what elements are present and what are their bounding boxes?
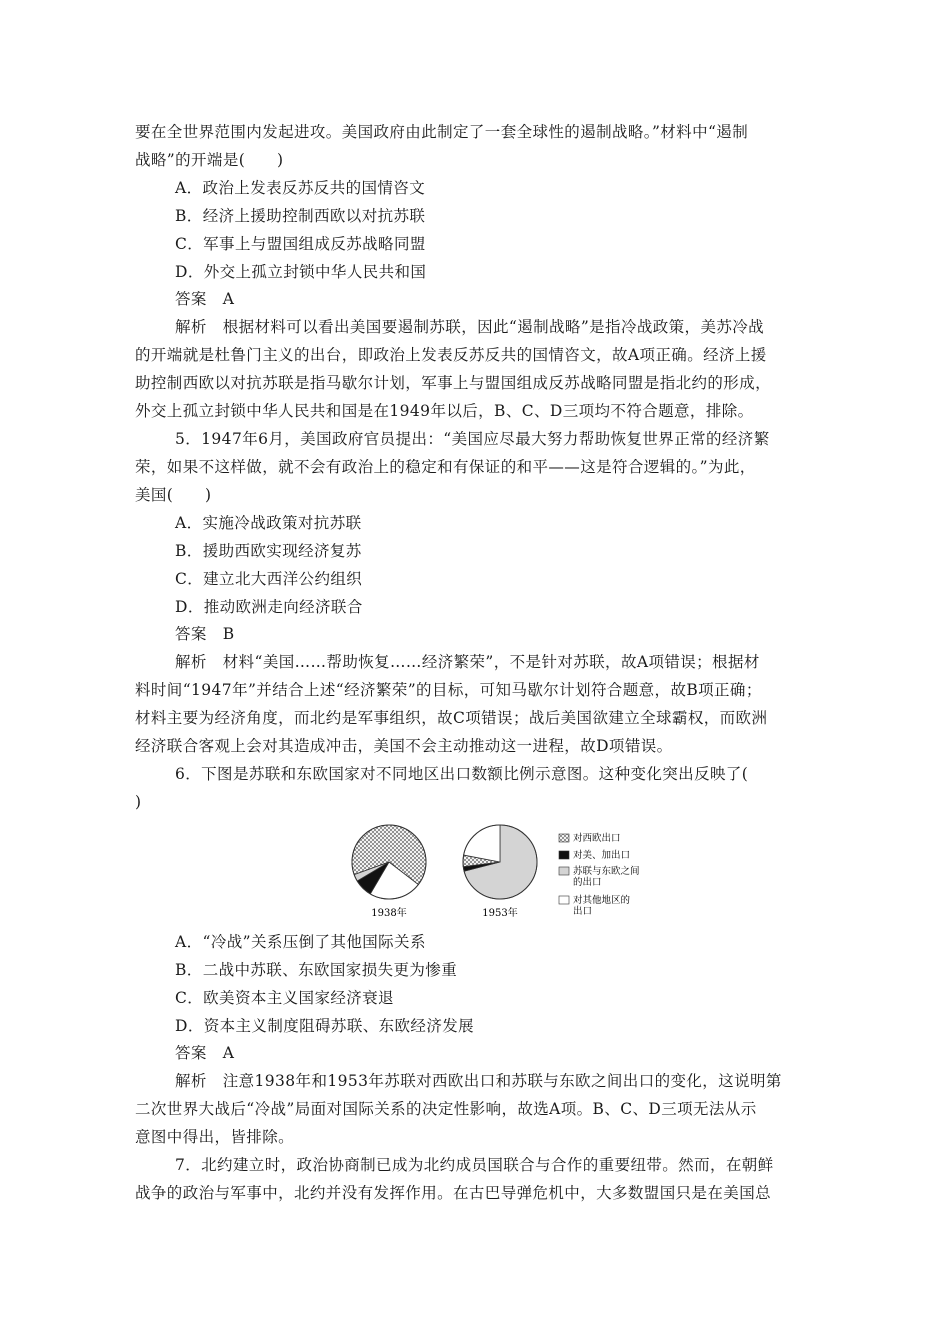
q4-answer: 答案 A	[175, 290, 235, 308]
q5-analysis-line-2: 料时间“1947年”并结合上述“经济繁荣”的目标，可知马歇尔计划符合题意，故B项正确；	[135, 681, 762, 699]
legend-swatch-other-regions	[559, 896, 569, 904]
pie-1938-label: 1938年	[371, 908, 407, 919]
pie-1938	[352, 825, 426, 899]
q4-analysis-line-3: 助控制西欧以对抗苏联是指马歇尔计划，军事上与盟国组成反苏战略同盟是指北约的形成，	[135, 374, 772, 392]
export-pie-chart-figure	[345, 820, 675, 920]
q7-stem-line-1: 7．北约建立时，政治协商制已成为北约成员国联合与合作的重要纽带。然而，在朝鲜	[175, 1156, 774, 1174]
q4-option-a: A．政治上发表反苏反共的国情咨文	[175, 179, 426, 197]
legend-swatch-us-canada	[559, 851, 569, 859]
q5-analysis-line-4: 经济联合客观上会对其造成冲击，美国不会主动推动这一进程，故D项错误。	[135, 737, 673, 755]
q5-stem-line-2: 荣，如果不这样做，就不会有政治上的稳定和有保证的和平——这是符合逻辑的。”为此，	[135, 458, 756, 476]
pie-1953	[463, 825, 537, 899]
q6-stem-line-1: 6．下图是苏联和东欧国家对不同地区出口数额比例示意图。这种变化突出反映了(	[175, 765, 749, 783]
export-pie-chart	[345, 820, 675, 920]
q5-stem-line-1: 5．1947年6月，美国政府官员提出：“美国应尽最大努力帮助恢复世界正常的经济繁	[175, 430, 770, 448]
legend-label-ussr-eastern-europe: 苏联与东欧之间的出口	[573, 866, 640, 888]
q4-analysis-line-4: 外交上孤立封锁中华人民共和国是在1949年以后，B、C、D三项均不符合题意，排除。	[135, 402, 754, 420]
q5-analysis-line-3: 材料主要为经济角度，而北约是军事组织，故C项错误；战后美国欲建立全球霸权，而欧洲	[135, 709, 768, 727]
q5-stem-line-3: 美国( )	[135, 486, 212, 504]
legend-label-other-regions: 对其他地区的出口	[573, 895, 631, 917]
pie-1953-slice-other-regions	[464, 825, 500, 862]
legend-label-west-europe: 对西欧出口	[573, 833, 621, 844]
q4-option-b: B．经济上援助控制西欧以对抗苏联	[175, 207, 426, 225]
chart-legend	[559, 832, 640, 917]
q5-answer: 答案 B	[175, 625, 235, 643]
q4-stem-line-2: 战略”的开端是( )	[135, 151, 284, 169]
q4-analysis-line-1: 解析 根据材料可以看出美国要遏制苏联，因此“遏制战略”是指冷战政策，美苏冷战	[175, 318, 765, 336]
q4-option-d: D．外交上孤立封锁中华人民共和国	[175, 263, 427, 281]
q6-analysis-line-1: 解析 注意1938年和1953年苏联对西欧出口和苏联与东欧之间出口的变化，这说明第	[175, 1072, 782, 1090]
q6-stem-line-2: )	[135, 793, 142, 811]
q4-stem-line-1: 要在全世界范围内发起进攻。美国政府由此制定了一套全球性的遏制战略。”材料中“遏制	[135, 123, 749, 141]
q5-analysis-line-1: 解析 材料“美国……帮助恢复……经济繁荣”，不是针对苏联，故A项错误；根据材	[175, 653, 760, 671]
q5-option-d: D．推动欧洲走向经济联合	[175, 598, 363, 616]
legend-label-us-canada: 对美、加出口	[573, 850, 631, 861]
q5-option-a: A．实施冷战政策对抗苏联	[175, 514, 362, 532]
q6-option-c: C．欧美资本主义国家经济衰退	[175, 989, 394, 1007]
q5-option-b: B．援助西欧实现经济复苏	[175, 542, 362, 560]
q4-option-c: C．军事上与盟国组成反苏战略同盟	[175, 235, 426, 253]
q4-analysis-line-2: 的开端就是杜鲁门主义的出台，即政治上发表反苏反共的国情咨文，故A项正确。经济上援	[135, 346, 767, 364]
q6-answer: 答案 A	[175, 1044, 235, 1062]
q5-option-c: C．建立北大西洋公约组织	[175, 570, 363, 588]
pie-1953-label: 1953年	[482, 908, 518, 919]
q6-option-b: B．二战中苏联、东欧国家损失更为惨重	[175, 961, 458, 979]
q6-option-a: A．“冷战”关系压倒了其他国际关系	[175, 933, 426, 951]
legend-swatch-west-europe	[559, 834, 569, 842]
q6-analysis-line-3: 意图中得出，皆排除。	[135, 1128, 295, 1146]
q6-analysis-line-2: 二次世界大战后“冷战”局面对国际关系的决定性影响，故选A项。B、C、D三项无法从示	[135, 1100, 757, 1118]
q7-stem-line-2: 战争的政治与军事中，北约并没有发挥作用。在古巴导弹危机中，大多数盟国只是在美国总	[135, 1184, 772, 1202]
q6-option-d: D．资本主义制度阻碍苏联、东欧经济发展	[175, 1017, 475, 1035]
legend-swatch-ussr-eastern-europe	[559, 867, 569, 875]
